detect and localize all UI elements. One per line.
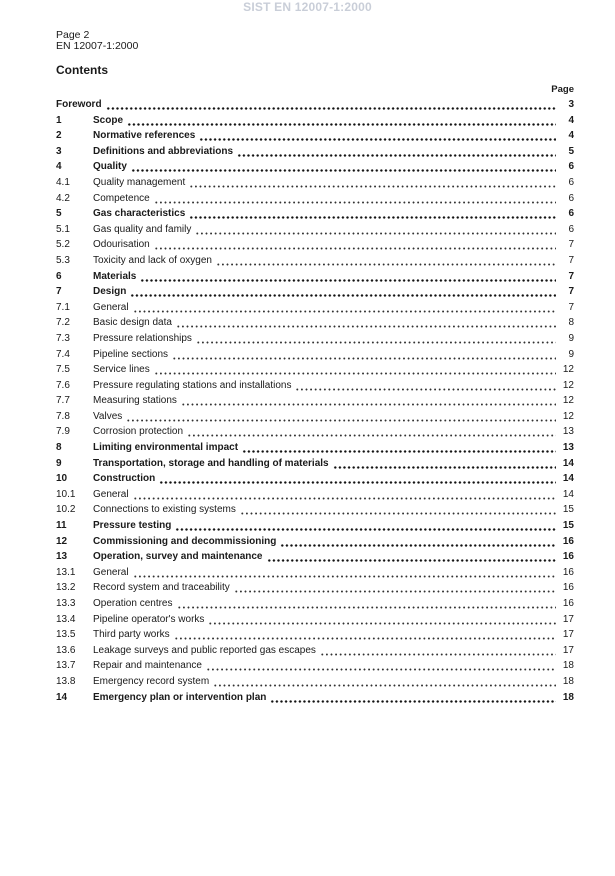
dot-leader <box>172 350 556 360</box>
toc-entry[interactable] <box>56 440 574 456</box>
toc-entry-page: 16 <box>562 551 574 563</box>
toc-entry[interactable] <box>56 518 574 534</box>
toc-entry-title: Quality <box>93 161 127 173</box>
toc-entry-number: 5.2 <box>56 239 70 251</box>
toc-entry-title: Gas quality and family <box>93 223 192 235</box>
dot-leader <box>216 256 556 266</box>
toc-entry[interactable] <box>56 315 574 331</box>
toc-entry-line <box>93 347 574 363</box>
toc-entry[interactable] <box>56 580 574 596</box>
toc-entry-number: 13.7 <box>56 660 76 672</box>
toc-entry-line <box>93 253 574 269</box>
toc-entry-title: Design <box>93 286 127 298</box>
toc-entry[interactable] <box>56 690 574 706</box>
toc-entry-number: 13.1 <box>56 566 76 578</box>
toc-entry-line <box>93 237 574 253</box>
toc-entry[interactable] <box>56 378 574 394</box>
toc-entry-line <box>93 674 574 690</box>
toc-entry-line <box>93 487 574 503</box>
toc-entry-line <box>56 97 574 113</box>
toc-entry-number: 14 <box>56 691 68 703</box>
toc-entry-page: 7 <box>568 239 574 251</box>
toc-entry-title: Leakage surveys and public reported gas escapes <box>93 644 316 656</box>
toc-entry[interactable] <box>56 128 574 144</box>
toc-entry-number: 5 <box>56 208 62 220</box>
toc-entry-number: 6 <box>56 270 62 282</box>
toc-entry-number: 7.6 <box>56 379 70 391</box>
toc-entry-page: 5 <box>568 145 574 157</box>
toc-entry-title: General <box>93 488 129 500</box>
toc-entry-number: 5.1 <box>56 223 70 235</box>
dot-leader <box>320 646 556 656</box>
toc-entry-page: 6 <box>568 192 574 204</box>
toc-entry-line <box>93 549 574 565</box>
toc-entry[interactable] <box>56 627 574 643</box>
toc-entry-number: 13.4 <box>56 613 76 625</box>
dot-leader <box>176 318 556 328</box>
toc-entry[interactable] <box>56 674 574 690</box>
toc-entry[interactable] <box>56 643 574 659</box>
toc-entry-line <box>93 222 574 238</box>
toc-entry[interactable] <box>56 159 574 175</box>
toc-entry-title: Definitions and abbreviations <box>93 145 234 157</box>
toc-entry-page: 14 <box>562 488 574 500</box>
toc-entry[interactable] <box>56 549 574 565</box>
toc-entry-title: Third party works <box>93 629 170 641</box>
toc-entry[interactable] <box>56 362 574 378</box>
toc-entry-number: 13.2 <box>56 582 76 594</box>
toc-entry-page: 13 <box>562 442 574 454</box>
toc-entry-page: 7 <box>568 286 574 298</box>
toc-entry-number: 13.5 <box>56 629 76 641</box>
toc-entry-title: General <box>93 566 129 578</box>
toc-entry-page: 17 <box>562 613 574 625</box>
toc-entry-title: Pipeline operator's works <box>93 613 205 625</box>
dot-leader <box>130 287 556 297</box>
toc-entry-title: Competence <box>93 192 150 204</box>
toc-entry-page: 18 <box>562 660 574 672</box>
toc-entry-line <box>93 378 574 394</box>
dot-leader <box>242 443 556 453</box>
dot-leader <box>280 537 556 547</box>
toc-entry-line <box>93 315 574 331</box>
toc-entry-title: Pressure testing <box>93 520 172 532</box>
toc-entry-page: 18 <box>562 675 574 687</box>
toc-entry-line <box>93 456 574 472</box>
toc-entry-page: 16 <box>562 535 574 547</box>
dot-leader <box>174 630 556 640</box>
toc-entry-line <box>93 393 574 409</box>
toc-entry-number: 7.7 <box>56 395 70 407</box>
toc-entry[interactable] <box>56 612 574 628</box>
dot-leader <box>295 381 556 391</box>
dot-leader <box>234 583 556 593</box>
toc-entry-number: 7.1 <box>56 301 70 313</box>
toc-entry-number: 3 <box>56 145 62 157</box>
toc-entry-number: 7.4 <box>56 348 70 360</box>
toc-entry-number: 7 <box>56 286 62 298</box>
dot-leader <box>133 568 556 578</box>
toc-entry[interactable] <box>56 253 574 269</box>
toc-entry-line <box>93 627 574 643</box>
toc-entry-line <box>93 300 574 316</box>
toc-entry-line <box>93 159 574 175</box>
toc-entry-line <box>93 518 574 534</box>
toc-entry[interactable] <box>56 284 574 300</box>
dot-leader <box>240 505 556 515</box>
toc-entry-page: 17 <box>562 629 574 641</box>
page-column-heading: Page <box>551 84 574 95</box>
toc-entry-page: 6 <box>568 161 574 173</box>
toc-entry-number: 10.2 <box>56 504 76 516</box>
toc-entry[interactable] <box>56 175 574 191</box>
toc-entry-number: 8 <box>56 442 62 454</box>
toc-entry[interactable] <box>56 191 574 207</box>
toc-entry-title: Quality management <box>93 176 186 188</box>
toc-entry-title: Construction <box>93 473 156 485</box>
toc-entry-title: Measuring stations <box>93 395 177 407</box>
toc-entry-page: 4 <box>568 114 574 126</box>
toc-entry-page: 8 <box>568 317 574 329</box>
toc-entry-title: Pressure regulating stations and installations <box>93 379 292 391</box>
toc-entry-title: Materials <box>93 270 137 282</box>
toc-entry-line <box>93 362 574 378</box>
toc-entry-line <box>93 596 574 612</box>
toc-entry-page: 16 <box>562 582 574 594</box>
dot-leader <box>106 100 556 110</box>
dot-leader <box>199 131 556 141</box>
dot-leader <box>175 521 556 531</box>
dot-leader <box>159 474 556 484</box>
toc-entry-title: Corrosion protection <box>93 426 184 438</box>
toc-entry-page: 7 <box>568 270 574 282</box>
toc-entry-page: 6 <box>568 208 574 220</box>
dot-leader <box>126 412 556 422</box>
toc-entry-line <box>93 331 574 347</box>
dot-leader <box>187 427 556 437</box>
toc-entry-line <box>93 471 574 487</box>
table-of-contents <box>56 97 574 705</box>
toc-entry-number: 11 <box>56 520 67 532</box>
toc-entry-number: 4 <box>56 161 62 173</box>
toc-entry-title: Scope <box>93 114 124 126</box>
toc-entry-title: Odourisation <box>93 239 150 251</box>
dot-leader <box>133 303 556 313</box>
toc-entry-page: 12 <box>562 379 574 391</box>
toc-entry[interactable] <box>56 113 574 129</box>
toc-entry-title: Operation centres <box>93 598 173 609</box>
toc-entry-number: 10 <box>56 473 68 485</box>
toc-entry-line <box>93 565 574 581</box>
toc-entry-line <box>93 534 574 550</box>
dot-leader <box>154 365 556 375</box>
toc-entry-title: Operation, survey and maintenance <box>93 551 263 563</box>
watermark-text: SIST EN 12007-1:2000 <box>243 0 372 14</box>
toc-entry[interactable] <box>56 144 574 160</box>
toc-entry-line <box>93 690 574 706</box>
toc-entry-line <box>93 269 574 285</box>
toc-entry-line <box>93 658 574 674</box>
dot-leader <box>140 272 556 282</box>
toc-entry-title: Pressure relationships <box>93 332 192 344</box>
toc-entry-line <box>93 175 574 191</box>
dot-leader <box>208 615 556 625</box>
dot-leader <box>181 396 556 406</box>
toc-entry[interactable] <box>56 269 574 285</box>
toc-entry-line <box>93 128 574 144</box>
dot-leader <box>237 147 556 157</box>
toc-entry-page: 15 <box>562 504 574 516</box>
toc-entry[interactable] <box>56 502 574 518</box>
toc-entry[interactable] <box>56 237 574 253</box>
toc-entry-page: 13 <box>562 426 574 438</box>
dot-leader <box>189 178 556 188</box>
dot-leader <box>206 661 556 671</box>
toc-entry-line <box>93 440 574 456</box>
toc-entry-number: 7.9 <box>56 426 70 438</box>
toc-entry[interactable] <box>56 565 574 581</box>
dot-leader <box>189 209 556 219</box>
dot-leader <box>270 693 556 703</box>
dot-leader <box>267 552 557 562</box>
toc-entry[interactable] <box>56 409 574 425</box>
toc-entry[interactable] <box>56 393 574 409</box>
toc-entry-line <box>93 643 574 659</box>
toc-entry-title: Foreword <box>56 99 102 110</box>
toc-entry-title: Gas characteristics <box>93 208 186 220</box>
toc-entry-title: Transportation, storage and handling of materials <box>93 457 329 469</box>
toc-entry-line <box>93 612 574 628</box>
toc-entry-title: Pipeline sections <box>93 348 169 360</box>
toc-entry-page: 7 <box>568 254 574 266</box>
dot-leader <box>195 225 556 235</box>
toc-entry[interactable] <box>56 97 574 113</box>
toc-entry-line <box>93 144 574 160</box>
toc-entry-number: 13 <box>56 551 68 563</box>
dot-leader <box>133 490 556 500</box>
dot-leader <box>131 162 556 172</box>
toc-entry[interactable] <box>56 347 574 363</box>
toc-entry-page: 4 <box>568 130 574 142</box>
dot-leader <box>333 459 556 469</box>
toc-entry-title: Basic design data <box>93 317 172 329</box>
toc-entry-title: Repair and maintenance <box>93 660 202 672</box>
toc-entry-number: 13.3 <box>56 598 76 609</box>
toc-entry-line <box>93 284 574 300</box>
toc-entry-page: 12 <box>562 410 574 422</box>
toc-entry-page: 16 <box>562 598 574 609</box>
toc-entry-page: 18 <box>562 691 574 703</box>
toc-entry-number: 13.6 <box>56 644 76 656</box>
toc-entry-page: 9 <box>568 332 574 344</box>
toc-entry-number: 7.8 <box>56 410 70 422</box>
toc-entry[interactable] <box>56 487 574 503</box>
toc-entry-number: 4.2 <box>56 192 70 204</box>
toc-entry-page: 12 <box>562 364 574 376</box>
toc-entry-number: 10.1 <box>56 488 76 500</box>
toc-entry-page: 7 <box>568 301 574 313</box>
toc-entry-title: Valves <box>93 410 123 422</box>
toc-entry-page: 14 <box>562 473 574 485</box>
toc-entry-line <box>93 113 574 129</box>
toc-entry-page: 12 <box>562 395 574 407</box>
toc-entry-page: 14 <box>562 457 574 469</box>
contents-heading: Contents <box>56 63 108 77</box>
toc-entry[interactable] <box>56 222 574 238</box>
toc-entry-number: 4.1 <box>56 176 70 188</box>
toc-entry-page: 3 <box>568 99 574 110</box>
toc-entry-title: Record system and traceability <box>93 582 230 594</box>
toc-entry-line <box>93 424 574 440</box>
toc-entry-title: Emergency record system <box>93 675 210 687</box>
page-number-label: Page 2 <box>56 29 90 41</box>
document-id: EN 12007-1:2000 <box>56 40 139 52</box>
toc-entry-page: 9 <box>568 348 574 360</box>
toc-entry-title: Limiting environmental impact <box>93 442 239 454</box>
toc-entry-line <box>93 206 574 222</box>
toc-entry-number: 12 <box>56 535 68 547</box>
toc-entry-title: Toxicity and lack of oxygen <box>93 254 212 266</box>
toc-entry-page: 17 <box>562 644 574 656</box>
dot-leader <box>127 116 556 126</box>
toc-entry-number: 2 <box>56 130 62 142</box>
toc-entry-number: 9 <box>56 457 62 469</box>
toc-entry[interactable] <box>56 471 574 487</box>
toc-entry-page: 6 <box>568 223 574 235</box>
toc-entry-title: Connections to existing systems <box>93 504 236 516</box>
toc-entry-number: 5.3 <box>56 254 70 266</box>
toc-entry-page: 15 <box>562 520 574 532</box>
dot-leader <box>154 240 556 250</box>
toc-entry[interactable] <box>56 658 574 674</box>
toc-entry-number: 7.2 <box>56 317 70 329</box>
toc-entry-page: 16 <box>562 566 574 578</box>
toc-entry-number: 7.5 <box>56 364 70 376</box>
toc-entry-title: Service lines <box>93 364 150 376</box>
toc-entry-line <box>93 409 574 425</box>
toc-entry-number: 13.8 <box>56 675 76 687</box>
dot-leader <box>213 677 556 687</box>
toc-entry[interactable] <box>56 206 574 222</box>
toc-entry[interactable] <box>56 534 574 550</box>
toc-entry-line <box>93 580 574 596</box>
toc-entry-title: Emergency plan or intervention plan <box>93 691 267 703</box>
toc-entry[interactable] <box>56 300 574 316</box>
toc-entry[interactable] <box>56 331 574 347</box>
toc-entry[interactable] <box>56 424 574 440</box>
toc-entry-page: 6 <box>568 176 574 188</box>
dot-leader <box>177 599 557 609</box>
toc-entry-number: 7.3 <box>56 332 70 344</box>
toc-entry-title: General <box>93 301 129 313</box>
toc-entry-title: Commissioning and decommissioning <box>93 535 277 547</box>
toc-entry-line <box>93 191 574 207</box>
dot-leader <box>196 334 556 344</box>
toc-entry-number: 1 <box>56 114 62 126</box>
dot-leader <box>154 194 556 204</box>
toc-entry-title: Normative references <box>93 130 196 142</box>
toc-entry-line <box>93 502 574 518</box>
toc-entry[interactable] <box>56 596 574 612</box>
toc-entry[interactable] <box>56 456 574 472</box>
